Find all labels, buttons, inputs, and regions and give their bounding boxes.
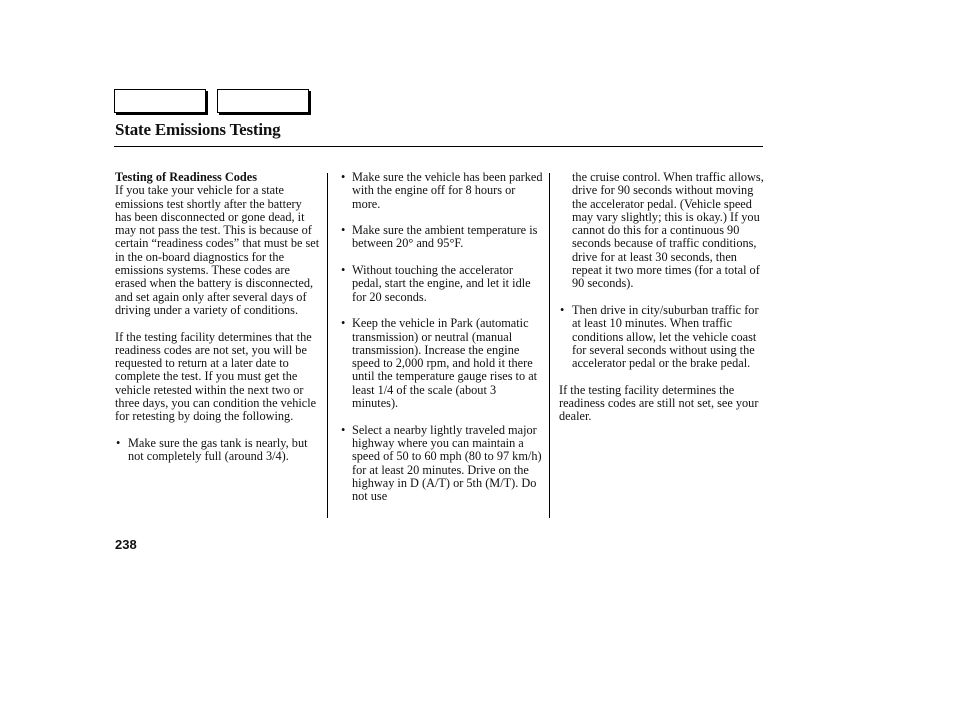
- nav-button-index[interactable]: [217, 89, 309, 113]
- list-item-text: Then drive in city/suburban traffic for at least 10 minutes. When traffic conditions allow, let the vehicle coast for several seconds without using the accelerator pedal or the brake pedal.: [572, 302, 759, 371]
- text-column-1: [115, 171, 321, 477]
- list-item-text: Make sure the vehicle has been parked with the engine off for 8 hours or more.: [352, 170, 543, 211]
- list-item-text: Keep the vehicle in Park (automatic transmission) or neutral (manual transmission). Increase the engine speed to 2,000 rpm, and hold it there until the temperature gauge rises to at least 1/4 of the scale (about 3 minutes).: [352, 316, 538, 411]
- bullet-icon: •: [341, 263, 346, 278]
- bullet-icon: •: [341, 316, 346, 331]
- bullet-icon: •: [560, 302, 565, 317]
- bullet-icon: •: [116, 435, 121, 450]
- page-title: State Emissions Testing: [115, 120, 281, 139]
- step-list: [115, 437, 321, 464]
- bullet-icon: •: [341, 223, 346, 238]
- closing-paragraph: If the testing facility determines the readiness codes are still not set, see your dealer.: [559, 382, 759, 424]
- list-item-continued: [559, 171, 764, 291]
- nav-button-main-menu[interactable]: [114, 89, 206, 113]
- list-item: [340, 317, 543, 410]
- list-item: [559, 304, 764, 370]
- section-subheading: Testing of Readiness Codes: [115, 170, 258, 184]
- body-paragraph: If you take your vehicle for a state emissions test shortly after the battery has been disconnected or gone dead, it may not pass the test. This is because of certain “readiness codes” that must be set in the on-board diagnostics for the emissions systems. These codes are erased when the battery is disconnected, and set again only after several days of driving under a variety of conditions.: [115, 183, 320, 317]
- text-column-3: [559, 171, 764, 437]
- text-column-2: [340, 171, 543, 503]
- bullet-icon: •: [341, 170, 346, 184]
- list-item: [340, 171, 543, 211]
- body-paragraph: If the testing facility determines that the readiness codes are not set, you will be requested to return at a later date to complete the test. If you must get the vehicle retested within the next two or three days, you can condition the vehicle for retesting by doing the following.: [115, 329, 317, 424]
- step-list: [559, 171, 764, 370]
- list-item: [340, 224, 543, 251]
- page-number: 238: [115, 537, 137, 552]
- list-item-text: the cruise control. When traffic allows, drive for 90 seconds without moving the accelerator pedal. (Vehicle speed may vary slightly; this is okay.) If you cannot do this for a continuous 90 seconds because of traffic conditions, drive for at least 30 seconds, then repeat it two more times (for a total of 90 seconds).: [572, 170, 764, 291]
- list-item-text: Make sure the ambient temperature is between 20° and 95°F.: [352, 223, 538, 251]
- list-item: [115, 437, 321, 464]
- list-item: [340, 424, 543, 504]
- column-divider-1: [327, 173, 328, 518]
- list-item: [340, 264, 543, 304]
- title-rule: [114, 146, 763, 147]
- list-item-text: Make sure the gas tank is nearly, but not completely full (around 3/4).: [128, 435, 308, 464]
- list-item-text: Without touching the accelerator pedal, start the engine, and let it idle for 20 seconds.: [352, 263, 531, 304]
- bullet-icon: •: [341, 422, 346, 437]
- column-divider-2: [549, 173, 550, 518]
- list-item-text: Select a nearby lightly traveled major highway where you can maintain a speed of 50 to 60 mph (80 to 97 km/h) for at least 20 minutes. Drive on the highway in D (A/T) or 5th (M/T). Do not use: [352, 422, 542, 504]
- step-list: [340, 171, 543, 503]
